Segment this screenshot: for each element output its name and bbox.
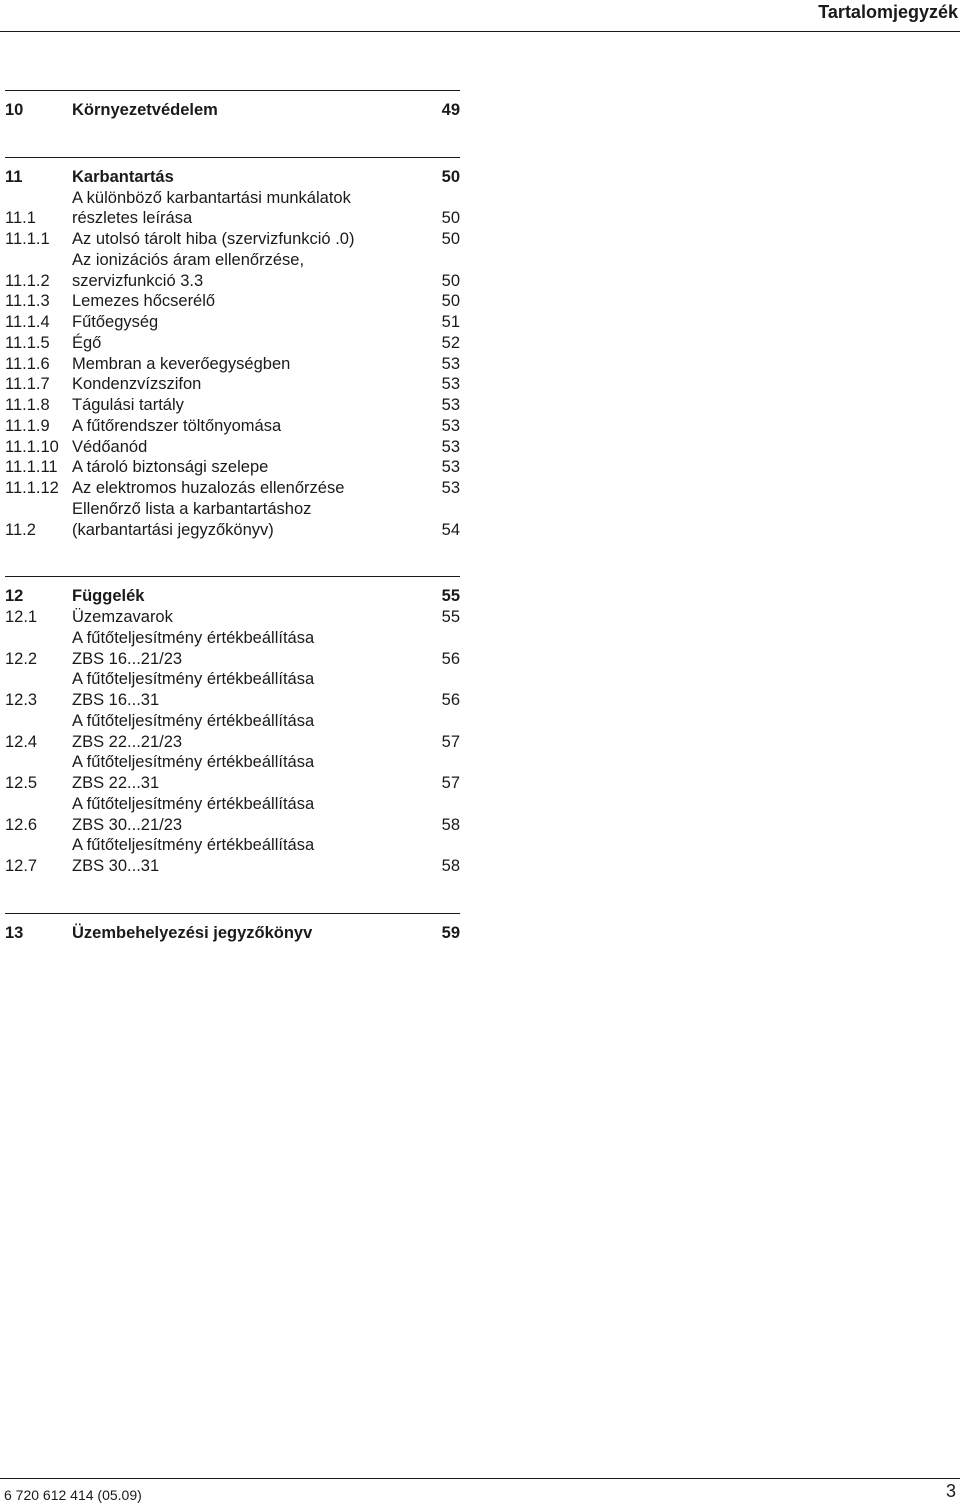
toc-entry-page: 50: [441, 230, 460, 248]
toc-entry[interactable]: [5, 669, 460, 711]
toc-entry[interactable]: [5, 628, 460, 670]
toc-entry-number: 11.1.4: [5, 313, 50, 331]
toc-entry-title: [72, 354, 420, 375]
toc-entry-title-line: ZBS 22...21/23: [72, 732, 183, 751]
toc-entry-title-line: Üzembehelyezési jegyzőkönyv: [72, 923, 313, 942]
toc-entry-number: 11.1.5: [5, 333, 50, 352]
toc-entry-page: 58: [441, 857, 460, 875]
toc-entry[interactable]: [5, 752, 460, 794]
toc-entry-title: [72, 395, 420, 416]
toc-entry[interactable]: [5, 478, 460, 499]
toc-entry-number: 12.1: [5, 608, 38, 626]
toc-entry-title: [72, 628, 420, 670]
toc-entry-number: 11.1.8: [5, 396, 50, 414]
toc-entry-title-line: ZBS 30...21/23: [72, 815, 183, 834]
toc-entry-title-line: A tároló biztonsági szelepe: [72, 458, 269, 477]
toc-entry-title-line: Kondenzvízszifon: [72, 375, 202, 394]
toc-entry-page: 57: [441, 732, 460, 751]
toc-entry-page: 53: [441, 375, 460, 394]
toc-entry-page: 55: [441, 587, 460, 606]
toc-entry-title-line: Az ionizációs áram ellenőrzése,: [72, 250, 305, 269]
toc-entry-title-line: A fűtőteljesítmény értékbeállítása: [72, 670, 315, 689]
toc-entry[interactable]: [5, 835, 460, 877]
toc-entry-number: 11.1: [5, 209, 36, 228]
toc-entry-title-line: Lemezes hőcserélő: [72, 292, 216, 311]
toc-entry-page: 50: [441, 271, 460, 290]
toc-entry-title: [72, 711, 420, 753]
toc-entry[interactable]: [5, 416, 460, 437]
toc-entry-number: 12.3: [5, 691, 38, 709]
toc-entry-title: [72, 229, 420, 250]
toc-entry-title: [72, 100, 420, 121]
toc-entry-title-line: (karbantartási jegyzőkönyv): [72, 520, 274, 539]
toc-entry-title-line: Az elektromos huzalozás ellenőrzése: [72, 479, 345, 497]
toc-entry-title-line: ZBS 22...31: [72, 774, 160, 792]
toc-entry-title: [72, 478, 420, 499]
toc-entry-number: 12.7: [5, 857, 38, 875]
toc-entry-title-line: Membran a keverőegységben: [72, 354, 291, 373]
toc-entry-page: 54: [441, 520, 460, 539]
toc-entry-page: 57: [441, 774, 460, 792]
toc-entry[interactable]: [5, 395, 460, 416]
toc-entry-page: 50: [441, 167, 460, 186]
toc-chapter-entry[interactable]: [5, 100, 460, 121]
toc-entry-title: [72, 312, 420, 333]
toc-entry-number: 11.1.2: [5, 271, 50, 290]
toc-entry-page: 50: [441, 292, 460, 311]
toc-entry-page: 52: [441, 333, 460, 352]
toc-entry-title-line: Az utolsó tárolt hiba (szervizfunkció .0): [72, 230, 355, 248]
toc-entry-page: 53: [441, 458, 460, 477]
toc-entry-page: 59: [441, 923, 460, 942]
toc-entry-title-line: A különböző karbantartási munkálatok: [72, 188, 351, 207]
toc-entry-title: [72, 835, 420, 877]
toc-entry[interactable]: [5, 374, 460, 395]
toc-entry-title-line: Függelék: [72, 587, 145, 606]
document-code: 6 720 612 414 (05.09): [4, 1487, 142, 1503]
toc-entry-title-line: A fűtőteljesítmény értékbeállítása: [72, 794, 315, 813]
toc-entry-number: 11.1.1: [5, 230, 50, 248]
toc-entry-title-line: A fűtőrendszer töltőnyomása: [72, 416, 282, 435]
toc-entry-number: 13: [5, 923, 24, 942]
toc-entry-title: [72, 923, 420, 944]
running-header-title: Tartalomjegyzék: [818, 2, 958, 22]
toc-entry-title-line: Ellenőrző lista a karbantartáshoz: [72, 499, 312, 518]
footer-rule: [0, 1478, 960, 1479]
toc-entry-title: [72, 416, 420, 437]
toc-section: [5, 576, 460, 877]
toc-entry-title: [72, 250, 420, 292]
toc-entry-number: 12: [5, 587, 24, 606]
toc-entry-number: 11.1.10: [5, 437, 59, 456]
toc-entry-page: 51: [441, 313, 460, 331]
toc-entry[interactable]: [5, 354, 460, 375]
toc-entry[interactable]: [5, 794, 460, 836]
toc-entry-title-line: Fűtőegység: [72, 313, 159, 331]
toc-entry[interactable]: [5, 229, 460, 250]
toc-entry[interactable]: [5, 312, 460, 333]
toc-entry-title: [72, 188, 420, 230]
toc-entry-number: 11.1.3: [5, 292, 50, 311]
toc-entry-number: 11.1.11: [5, 458, 58, 477]
toc-entry-title-line: Égő: [72, 333, 102, 352]
toc-entry-title: [72, 794, 420, 836]
toc-entry[interactable]: [5, 291, 460, 312]
toc-entry-page: 53: [441, 437, 460, 456]
toc-entry-title-line: Tágulási tartály: [72, 396, 184, 414]
toc-entry-title-line: ZBS 16...21/23: [72, 649, 183, 668]
toc-entry[interactable]: [5, 457, 460, 478]
toc-entry-number: 11.1.7: [5, 375, 50, 394]
toc-entry-page: 53: [441, 354, 460, 373]
toc-entry-title-line: Védőanód: [72, 437, 148, 456]
toc-entry-number: 12.5: [5, 774, 38, 792]
toc-entry-page: 53: [441, 396, 460, 414]
toc-entry-page: 50: [441, 209, 460, 228]
toc-entry-title-line: A fűtőteljesítmény értékbeállítása: [72, 628, 315, 647]
toc-entry-title: [72, 374, 420, 395]
toc-section: [5, 913, 460, 944]
toc-entry-title: [72, 167, 420, 188]
toc-entry-title-line: ZBS 16...31: [72, 691, 160, 709]
toc-entry-number: 12.4: [5, 732, 38, 751]
page-number: 3: [945, 1481, 956, 1501]
toc-entry-title: [72, 586, 420, 607]
toc-entry[interactable]: [5, 250, 460, 292]
toc-entry-title: [72, 437, 420, 458]
toc-entry-number: 11.2: [5, 520, 36, 539]
toc-entry-title: [72, 333, 420, 354]
toc-entry-title: [72, 669, 420, 711]
toc-entry-number: 12.2: [5, 649, 38, 668]
toc-entry-title-line: szervizfunkció 3.3: [72, 271, 204, 290]
toc-entry-title-line: Üzemzavarok: [72, 608, 173, 626]
toc-entry-page: 58: [441, 815, 460, 834]
toc-entry-page: 56: [441, 649, 460, 668]
toc-entry-number: 11.1.9: [5, 416, 50, 435]
toc-entry-title-line: Környezetvédelem: [72, 101, 218, 119]
toc-entry-title: [72, 607, 420, 628]
toc-entry[interactable]: [5, 711, 460, 753]
toc-entry-title-line: Karbantartás: [72, 167, 174, 186]
toc-entry-title-line: ZBS 30...31: [72, 857, 160, 875]
toc-entry-title: [72, 457, 420, 478]
toc-entry[interactable]: [5, 437, 460, 458]
toc-chapter-entry[interactable]: [5, 167, 460, 188]
toc-section: [5, 90, 460, 121]
toc-entry[interactable]: [5, 607, 460, 628]
table-of-contents: [5, 90, 460, 980]
toc-entry-title-line: részletes leírása: [72, 209, 193, 228]
toc-entry-title: [72, 291, 420, 312]
toc-entry-page: 49: [441, 101, 460, 119]
toc-entry-title-line: A fűtőteljesítmény értékbeállítása: [72, 836, 315, 855]
toc-entry-title-line: A fűtőteljesítmény értékbeállítása: [72, 753, 315, 772]
toc-chapter-entry[interactable]: [5, 586, 460, 607]
toc-entry[interactable]: [5, 188, 460, 230]
toc-entry-page: 53: [441, 479, 460, 497]
toc-entry-title: [72, 752, 420, 794]
toc-entry-number: 10: [5, 101, 24, 119]
toc-chapter-entry[interactable]: [5, 923, 460, 944]
toc-entry-title-line: A fűtőteljesítmény értékbeállítása: [72, 711, 315, 730]
toc-entry-number: 11.1.6: [5, 354, 50, 373]
toc-entry-page: 55: [441, 608, 460, 626]
toc-entry-number: 11: [5, 167, 23, 186]
toc-entry[interactable]: [5, 499, 460, 541]
toc-entry[interactable]: [5, 333, 460, 354]
header-rule: [0, 31, 960, 32]
toc-section: [5, 157, 460, 541]
toc-entry-page: 56: [441, 691, 460, 709]
toc-entry-number: 12.6: [5, 815, 38, 834]
toc-entry-number: 11.1.12: [5, 479, 59, 497]
toc-entry-page: 53: [441, 416, 460, 435]
toc-entry-title: [72, 499, 420, 541]
